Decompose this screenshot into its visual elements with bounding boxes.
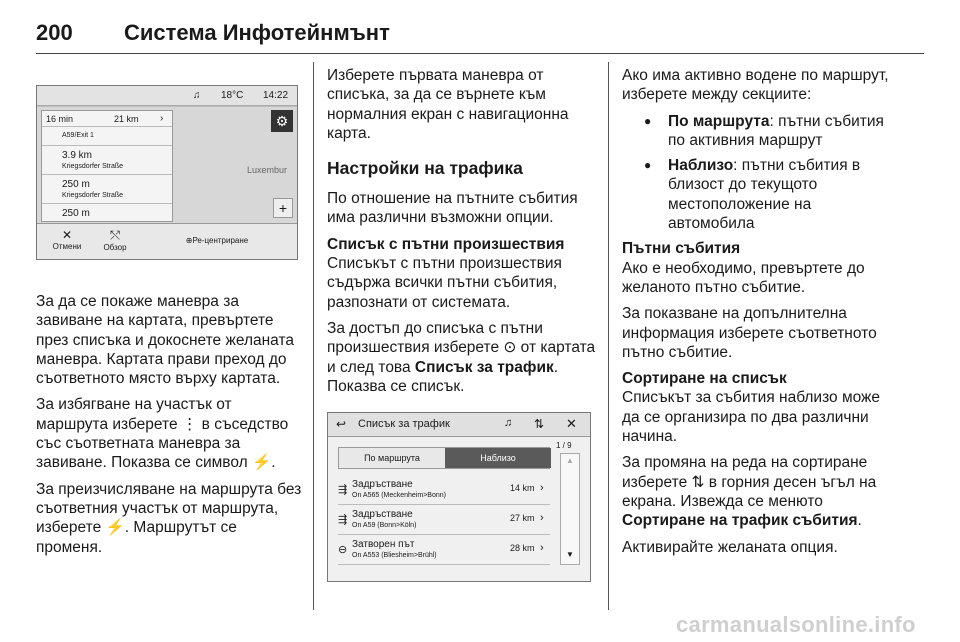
maneuver-item[interactable]: 3.9 km Kriegsdorfer Straße [42, 147, 172, 175]
page-number: 200 [36, 20, 73, 45]
column-3 [622, 66, 890, 564]
nav-action-bar [37, 223, 298, 260]
paragraph: Ако има активно водене по маршрут, изберете между секциите: [622, 67, 889, 104]
back-icon[interactable]: ↩ [336, 417, 347, 431]
list-item: ● По маршрута: пътни събития по активния маршрут [622, 112, 890, 151]
traffic-title-bar [328, 413, 591, 437]
zoom-in-button[interactable]: + [273, 198, 293, 218]
subheading: Пътни събития [622, 240, 741, 258]
traffic-event-row[interactable]: ⇶ Задръстване On A59 (Bonn>Köln) 27 km › [338, 507, 550, 535]
column-2 [327, 66, 597, 403]
route-distance: 21 km [114, 114, 139, 124]
column-1 [36, 292, 302, 564]
scroll-down-icon[interactable]: ▼ [566, 550, 574, 559]
section-heading: Настройки на трафика [327, 158, 523, 179]
paragraph: По отношение на пътните събития има различни възможни опции. [327, 190, 578, 227]
paragraph: Активирайте желаната опция. [622, 538, 838, 556]
tab-nearby[interactable]: Наблизо [445, 448, 551, 468]
close-icon[interactable]: ✕ [566, 416, 577, 431]
page-indicator: 1 / 9 [556, 441, 572, 450]
tab-on-route[interactable]: По маршрута [339, 448, 445, 468]
traffic-event-row[interactable]: ⇶ Задръстване On A565 (Meckenheim>Bonn) 14 km › [338, 477, 550, 505]
music-icon: ♫ [193, 90, 201, 101]
clock: 14:22 [263, 90, 289, 101]
overview-button[interactable]: ⤲ Обзор [95, 228, 135, 252]
paragraph: За да се покаже маневра за завиване на картата, превъртете през списъка и докоснете желаната маневра. Картата прави преход до съответното място върху картата. [36, 293, 294, 388]
column-divider [608, 62, 609, 610]
paragraph: За избягване на участък от маршрута изберете ⋮ в съседство със съответната маневра за завиване. Показва се символ ⚡. [36, 396, 289, 472]
sort-icon[interactable]: ⇅ [534, 417, 545, 431]
paragraph: Ако е необходимо, превъртете до желаното пътно събитие. [622, 259, 865, 296]
recenter-button[interactable]: ⊕Ре-центриране [185, 236, 249, 245]
crosshair-icon: ⊕ [185, 236, 193, 245]
maneuver-item[interactable]: A59/Exit 1 [42, 128, 172, 146]
paragraph: Изберете първата маневра от списъка, за да се върнете към нормалния екран с навигационна карта. [327, 67, 569, 142]
chevron-right-icon: › [540, 512, 544, 524]
maneuver-item[interactable]: 250 m [62, 208, 90, 219]
subheading: Сортиране на списък [622, 370, 787, 388]
subheading: Списък с пътни произшествия [327, 235, 565, 253]
paragraph: За преизчисляване на маршрута без съответния участък от маршрута, изберете ⚡. Маршрутът се променя. [36, 480, 302, 556]
route-summary [42, 111, 172, 127]
traffic-tabs [338, 447, 550, 469]
watermark: carmanualsonline.info [676, 612, 916, 637]
map-label: Luxembur [247, 165, 288, 175]
gear-icon[interactable]: ⚙ [271, 110, 293, 132]
scrollbar[interactable] [560, 453, 580, 565]
road-closed-icon: ⊖ [338, 544, 348, 556]
music-icon: ♫ [504, 417, 513, 429]
paragraph: За достъп до списъка с пътни произшествия изберете ⊙ от картата и след това Списък за трафик. Показва се списък. [327, 319, 596, 395]
column-divider [313, 62, 314, 610]
maneuver-list[interactable] [41, 110, 173, 222]
page-header [36, 14, 924, 54]
scroll-up-icon[interactable]: ▲ [566, 456, 574, 465]
paragraph: За показване на допълнителна информация изберете съответното пътно събитие. [622, 305, 877, 361]
traffic-event-row[interactable]: ⊖ Затворен път On A553 (Bliesheim>Brühl) 28 km › [338, 537, 550, 565]
chevron-right-icon: › [540, 542, 544, 554]
list-item: ● Наблизо: пътни събития в близост до текущото местоположение на автомобила [622, 156, 890, 233]
paragraph: Списъкът с пътни произшествия съдържа всички пътни събития, разпознати от системата. [327, 255, 562, 311]
chevron-right-icon: › [540, 482, 544, 494]
traffic-title: Списък за трафик [358, 418, 450, 430]
page-title: Система Инфотейнмънт [124, 20, 390, 45]
traffic-jam-icon: ⇶ [338, 514, 348, 526]
cancel-button[interactable]: ✕ Отмени [47, 228, 87, 251]
close-icon: ✕ [61, 228, 73, 242]
navigation-screenshot [36, 85, 298, 260]
traffic-jam-icon: ⇶ [338, 484, 348, 496]
maneuver-item[interactable]: 250 m Kriegsdorfer Straße [42, 176, 172, 204]
traffic-list-screenshot [327, 412, 591, 582]
section-list [622, 112, 890, 234]
paragraph: Списъкът за събития наблизо може да се организира по два различни начина. [622, 389, 881, 446]
overview-icon: ⤲ [110, 228, 120, 242]
status-bar [37, 86, 298, 106]
chevron-right-icon: › [160, 113, 164, 124]
route-duration: 16 min [46, 114, 74, 124]
temperature: 18°C [221, 90, 244, 101]
paragraph: За промяна на реда на сортиране изберете ⇅ в горния десен ъгъл на екрана. Извежда се менюто Сортиране на трафик събития. [622, 454, 877, 530]
